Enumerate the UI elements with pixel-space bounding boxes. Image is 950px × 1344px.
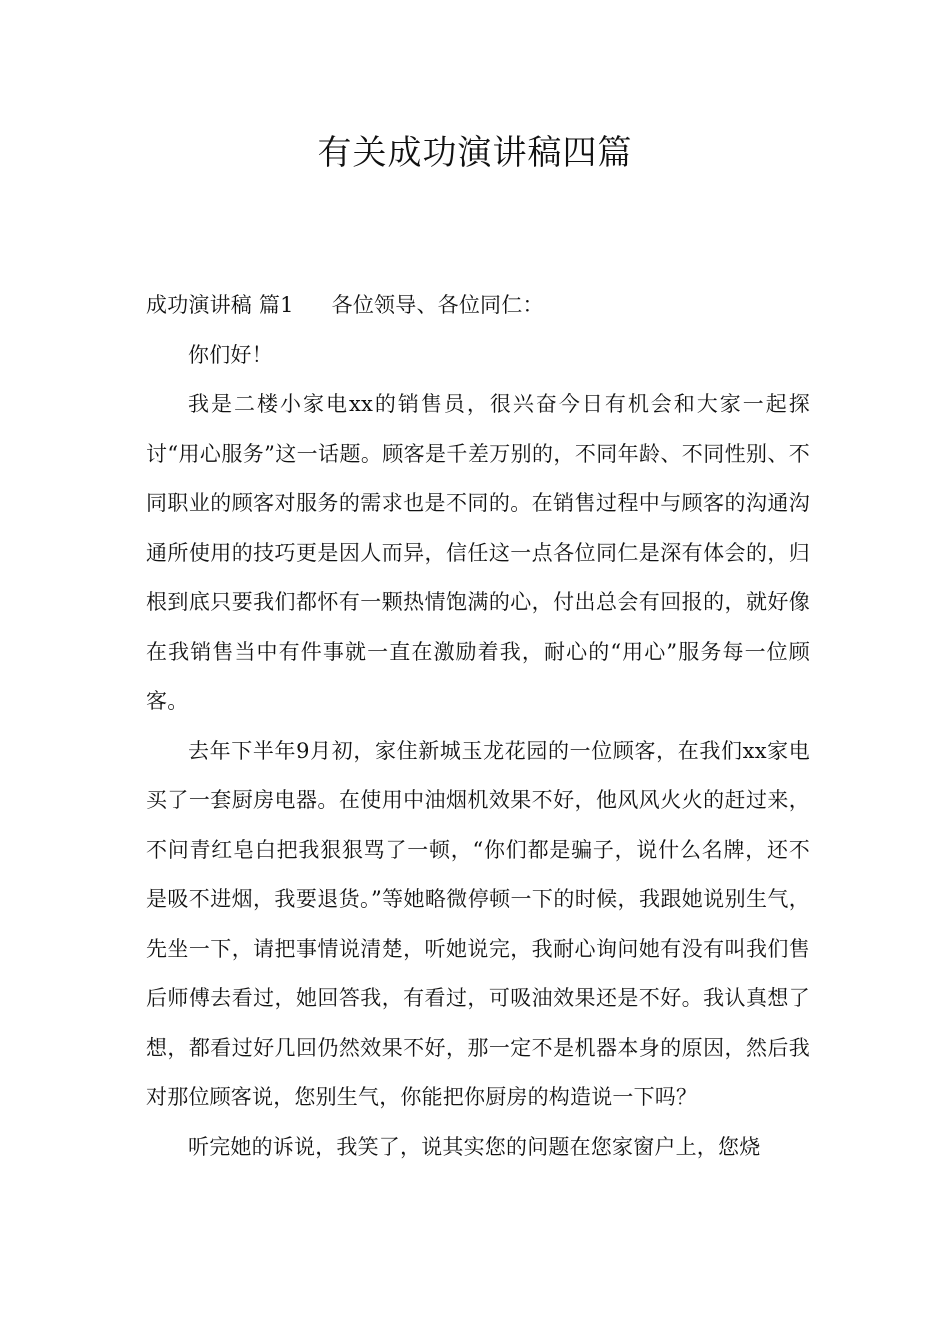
paragraph-continued: 听完她的诉说，我笑了，说其实您的问题在您家窗户上，您烧 xyxy=(188,1134,761,1159)
section-heading-line xyxy=(146,281,810,331)
salutation: 各位领导、各位同仁： xyxy=(331,293,544,317)
paragraph-intro: 我是二楼小家电xx的销售员，很兴奋今日有机会和大家一起探讨“用心服务”这一话题。顾客是千差万别的，不同年龄、不同性别、不同职业的顾客对服务的需求也是不同的。在销售过程中与顾客的沟通沟通所使用的技巧更是因人而异，信任这一点各位同仁是深有体会的，归根到底只要我们都怀有一颗热情饱满的心，付出总会有回报的，就好像在我销售当中有件事就一直在激励着我，耐心的“用心”服务每一位顾客。 xyxy=(146,392,810,713)
document-body xyxy=(146,281,810,1172)
paragraph-story: 去年下半年9月初，家住新城玉龙花园的一位顾客，在我们xx家电买了一套厨房电器。在使用中油烟机效果不好，他风风火火的赶过来，不问青红皂白把我狠狠骂了一顿，“你们都是骗子，说什么名牌，还不是吸不进烟，我要退货。”等她略微停顿一下的时候，我跟她说别生气，先坐一下，请把事情说清楚，听她说完，我耐心询问她有没有叫我们售后师傅去看过，她回答我，有看过，可吸油效果还是不好。我认真想了想，都看过好几回仍然效果不好，那一定不是机器本身的原因，然后我对那位顾客说，您别生气，你能把你厨房的构造说一下吗？ xyxy=(146,738,810,1109)
paragraph-greeting: 你们好！ xyxy=(188,342,273,367)
document-title: 有关成功演讲稿四篇 xyxy=(317,133,633,173)
section-label: 成功演讲稿 篇1 xyxy=(146,293,294,317)
